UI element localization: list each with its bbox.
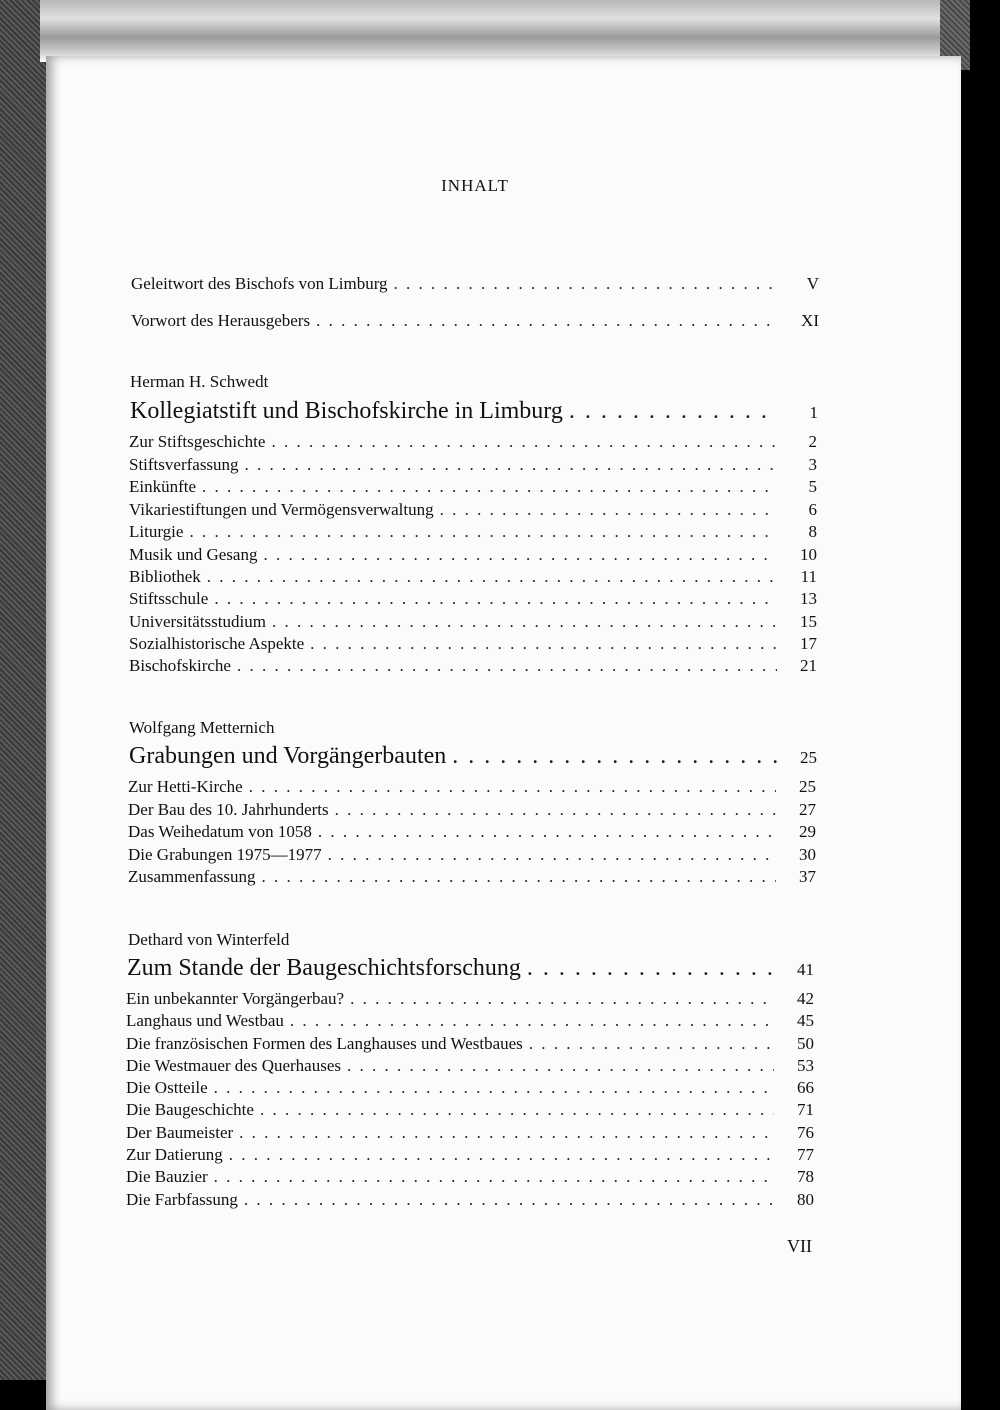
toc-entry-title: Die Ostteile [126, 1078, 208, 1097]
toc-entry-geleitwort [131, 274, 819, 294]
toc-entry-title: Liturgie [129, 522, 184, 541]
toc-entry-title: Die Grabungen 1975—1977 [128, 845, 322, 864]
toc-entry-title: Geleitwort des Bischofs von Limburg [131, 274, 388, 293]
toc-entry-page: 13 [800, 589, 817, 608]
toc-entry-title: Zur Datierung [126, 1145, 223, 1164]
section-page: 41 [797, 960, 814, 979]
leader-dots [229, 1145, 774, 1165]
toc-entry [129, 500, 817, 520]
leader-dots [245, 455, 777, 475]
leader-dots [335, 800, 776, 820]
toc-entry [129, 545, 817, 565]
leader-dots [263, 545, 777, 565]
toc-entry-title: Der Baumeister [126, 1123, 234, 1142]
toc-entry [126, 1100, 814, 1120]
toc-entry [128, 822, 816, 842]
toc-entry-page: 10 [800, 545, 817, 564]
toc-entry [126, 1145, 814, 1165]
toc-entry-title: Die Bauzier [126, 1167, 208, 1186]
leader-dots [527, 955, 774, 982]
toc-entry-page: 71 [797, 1100, 814, 1119]
toc-entry [128, 845, 816, 865]
toc-entry [129, 567, 817, 587]
leader-dots [260, 1100, 774, 1120]
toc-entry [128, 867, 816, 887]
leader-dots [318, 822, 776, 842]
leader-dots [440, 500, 777, 520]
toc-entry-title: Stiftsverfassung [129, 455, 239, 474]
leader-dots [272, 612, 777, 632]
toc-entry-vorwort [131, 311, 819, 331]
leader-dots [569, 398, 778, 425]
toc-entry-title: Zusammenfassung [128, 867, 256, 886]
leader-dots [310, 634, 777, 654]
toc-entry-page: 15 [800, 612, 817, 631]
toc-entry-title: Ein unbekannter Vorgängerbau? [126, 989, 345, 1008]
toc-entry-page: 50 [797, 1034, 814, 1053]
leader-dots [214, 1167, 774, 1187]
leader-dots [529, 1034, 774, 1054]
toc-entry-page: 11 [800, 567, 817, 586]
toc-entry [126, 989, 814, 1009]
toc-entry-page: V [806, 274, 819, 293]
toc-entry-page: 66 [797, 1078, 814, 1097]
toc-entry-page: 6 [808, 500, 817, 519]
toc-entry-title: Stiftsschule [129, 589, 209, 608]
section-title-row [127, 955, 814, 982]
toc-entry-title: Vorwort des Herausgebers [131, 311, 311, 330]
section-author: Herman H. Schwedt [130, 372, 269, 391]
page-title: INHALT [441, 176, 509, 195]
toc-entry-title: Die französischen Formen des Langhauses und Westbaues [126, 1034, 523, 1053]
toc-entry-title: Die Farbfassung [126, 1190, 238, 1209]
toc-entry-page: XI [801, 311, 819, 330]
leader-dots [261, 867, 776, 887]
toc-entry [129, 589, 817, 609]
section-title: Kollegiatstift und Bischofskirche in Limburg [130, 398, 563, 424]
leader-dots [244, 1190, 774, 1210]
section-page: 25 [800, 748, 817, 767]
toc-entry [129, 612, 817, 632]
toc-entry-title: Bibliothek [129, 567, 201, 586]
section-title: Zum Stande der Baugeschichtsforschung [127, 955, 521, 981]
toc-entry-title: Vikariestiftungen und Vermögensverwaltung [129, 500, 434, 519]
toc-entry-page: 27 [799, 800, 816, 819]
page-number: VII [787, 1236, 812, 1256]
toc-entry-page: 21 [800, 656, 817, 675]
toc-entry-title: Langhaus und Westbau [126, 1011, 284, 1030]
leader-dots [350, 989, 774, 1009]
toc-entry-title: Das Weihedatum von 1058 [128, 822, 312, 841]
toc-entry-title: Einkünfte [129, 477, 197, 496]
toc-entry-page: 76 [797, 1123, 814, 1142]
toc-entry-title: Sozialhistorische Aspekte [129, 634, 305, 653]
toc-entry-page: 42 [797, 989, 814, 1008]
leader-dots [207, 567, 777, 587]
leader-dots [237, 656, 777, 676]
toc-entry [126, 1190, 814, 1210]
section-title: Grabungen und Vorgängerbauten [129, 743, 447, 769]
toc-entry-page: 8 [808, 522, 817, 541]
toc-entry [126, 1167, 814, 1187]
toc-entry [129, 634, 817, 654]
toc-entry-page: 3 [808, 455, 817, 474]
toc-entry [128, 777, 816, 797]
leader-dots [347, 1056, 774, 1076]
leader-dots [214, 589, 777, 609]
toc-entry [129, 656, 817, 676]
toc-entry [129, 522, 817, 542]
leader-dots [316, 311, 779, 331]
section-title-row [129, 743, 817, 770]
toc-entry-page: 37 [799, 867, 816, 886]
section-title-row [130, 398, 818, 425]
leader-dots [249, 777, 776, 797]
toc-entry-page: 5 [808, 477, 817, 496]
leader-dots [271, 432, 777, 452]
toc-entry-page: 78 [797, 1167, 814, 1186]
leader-dots [189, 522, 777, 542]
toc-entry-title: Musik und Gesang [129, 545, 258, 564]
toc-entry-page: 53 [797, 1056, 814, 1075]
toc-entry-page: 25 [799, 777, 816, 796]
leader-dots [239, 1123, 774, 1143]
toc-entry-page: 2 [808, 432, 817, 451]
toc-entry [126, 1123, 814, 1143]
toc-entry-page: 29 [799, 822, 816, 841]
leader-dots [394, 274, 779, 294]
toc-entry-title: Zur Stiftsgeschichte [129, 432, 266, 451]
section-author: Wolfgang Metternich [129, 718, 275, 737]
toc-entry-title: Universitätsstudium [129, 612, 266, 631]
leader-dots [452, 743, 777, 770]
toc-entry-title: Zur Hetti-Kirche [128, 777, 243, 796]
leader-dots [214, 1078, 774, 1098]
leader-dots [202, 477, 777, 497]
toc-entry-page: 17 [800, 634, 817, 653]
toc-entry [129, 432, 817, 452]
toc-entry-title: Der Bau des 10. Jahrhunderts [128, 800, 329, 819]
leader-dots [328, 845, 776, 865]
section-page: 1 [809, 403, 818, 422]
toc-entry [126, 1034, 814, 1054]
toc-entry [128, 800, 816, 820]
toc-entry-title: Die Baugeschichte [126, 1100, 254, 1119]
leader-dots [290, 1011, 774, 1031]
toc-entry-title: Bischofskirche [129, 656, 231, 675]
toc-entry-page: 80 [797, 1190, 814, 1209]
toc-entry-page: 77 [797, 1145, 814, 1164]
toc-entry-title: Die Westmauer des Querhauses [126, 1056, 341, 1075]
toc-entry-page: 45 [797, 1011, 814, 1030]
toc-entry [126, 1056, 814, 1076]
section-author: Dethard von Winterfeld [128, 930, 290, 949]
toc-entry [126, 1078, 814, 1098]
toc-entry-page: 30 [799, 845, 816, 864]
toc-entry [129, 477, 817, 497]
toc-entry [126, 1011, 814, 1031]
toc-entry [129, 455, 817, 475]
